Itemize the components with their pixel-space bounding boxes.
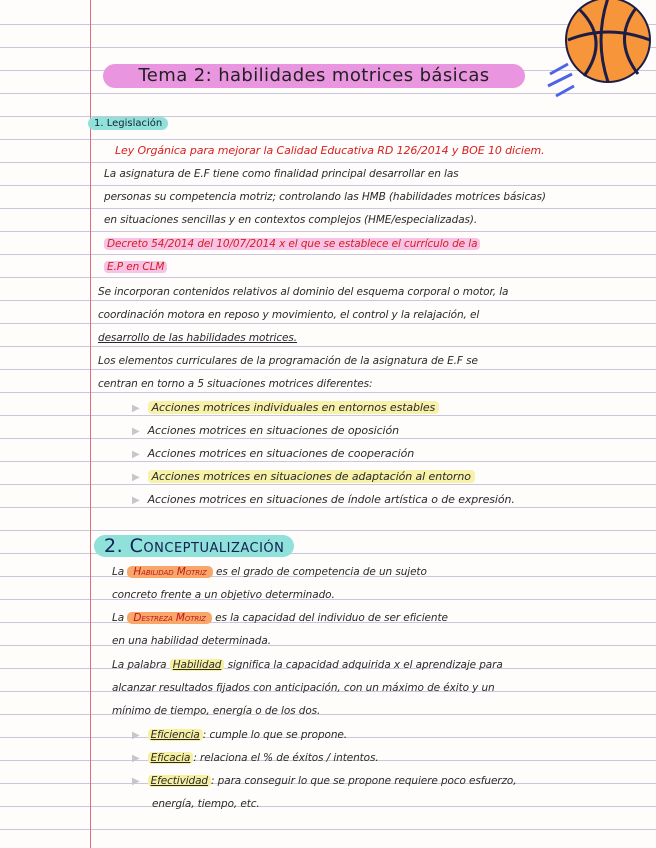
page-title: Tema 2: habilidades motrices básicas (103, 64, 525, 88)
term-label: Eficiencia (148, 729, 203, 741)
situation-text: Acciones motrices en situaciones de cooperación (147, 447, 415, 460)
basketball-icon (540, 0, 656, 104)
situation-text: Acciones motrices individuales en entornos estables (148, 401, 440, 414)
arrow-bullet-icon: ▶ (132, 776, 140, 787)
term-text: : cumple lo que se propone. (202, 729, 348, 741)
intro-line: en situaciones sencillas y en contextos complejos (HME/especializadas). (104, 214, 478, 226)
term-text: : para conseguir lo que se propone requiere poco esfuerzo, (211, 775, 517, 787)
term-continuation: energía, tiempo, etc. (152, 798, 260, 810)
section-heading-conceptualizacion: 2. Conceptualización (94, 535, 294, 557)
la-word: La (112, 566, 125, 578)
decree-line (104, 238, 480, 250)
definition-text: es la capacidad del individuo de ser eficiente (215, 612, 448, 624)
list-item (132, 401, 439, 414)
term-item (132, 752, 379, 764)
definition-line: La palabra Habilidad significa la capacidad adquirida x el aprendizaje para (112, 659, 503, 671)
situation-text: Acciones motrices en situaciones de oposición (147, 424, 399, 437)
definition-line: mínimo de tiempo, energía o de los dos. (112, 705, 321, 717)
la-word: La (112, 612, 125, 624)
term-label: Efectividad (148, 775, 211, 787)
definition-line (112, 566, 427, 578)
definition-line: concreto frente a un objetivo determinado. (112, 589, 335, 601)
intro-line: personas su competencia motriz; controlando las HMB (habilidades motrices básicas) (104, 191, 546, 203)
elements-line: Los elementos curriculares de la programación de la asignatura de E.F se (98, 355, 478, 367)
term-label: Eficacia (148, 752, 194, 764)
list-item (132, 470, 475, 483)
list-item (132, 447, 414, 460)
term-item (132, 729, 347, 741)
intro-line: La asignatura de E.F tiene como finalidad principal desarrollar en las (104, 168, 459, 180)
definition-line (112, 612, 448, 624)
arrow-bullet-icon: ▶ (132, 426, 140, 437)
section-heading-legislacion: 1. Legislación (88, 117, 168, 130)
arrow-bullet-icon: ▶ (132, 403, 140, 414)
list-item (132, 493, 515, 506)
list-item (132, 424, 399, 437)
definition-text: significa la capacidad adquirida x el aprendizaje para (227, 659, 503, 671)
decree-line (104, 261, 167, 273)
term-text: : relaciona el % de éxitos / intentos. (193, 752, 379, 764)
situation-text: Acciones motrices en situaciones de adaptación al entorno (148, 470, 475, 483)
definition-text: es el grado de competencia de un sujeto (215, 566, 427, 578)
term-item (132, 775, 517, 787)
body-line: Se incorporan contenidos relativos al dominio del esquema corporal o motor, la (98, 286, 509, 298)
term-habilidad-motriz: Habilidad Motriz (127, 566, 212, 578)
situation-text: Acciones motrices en situaciones de índole artística o de expresión. (147, 493, 515, 506)
term-destreza-motriz: Destreza Motriz (127, 612, 212, 624)
arrow-bullet-icon: ▶ (132, 495, 140, 506)
body-line: desarrollo de las habilidades motrices. (98, 332, 297, 344)
law-reference: Ley Orgánica para mejorar la Calidad Educativa RD 126/2014 y BOE 10 diciem. (115, 144, 545, 157)
elements-line: centran en torno a 5 situaciones motrices diferentes: (98, 378, 373, 390)
body-line: coordinación motora en reposo y movimiento, el control y la relajación, el (98, 309, 480, 321)
decree-text: E.P en CLM (104, 261, 167, 273)
definition-line: alcanzar resultados fijados con anticipación, con un máximo de éxito y un (112, 682, 495, 694)
decree-text: Decreto 54/2014 del 10/07/2014 x el que se establece el currículo de la (104, 238, 480, 250)
arrow-bullet-icon: ▶ (132, 753, 140, 764)
arrow-bullet-icon: ▶ (132, 730, 140, 741)
term-habilidad: Habilidad (170, 659, 225, 671)
arrow-bullet-icon: ▶ (132, 472, 140, 483)
definition-line: en una habilidad determinada. (112, 635, 271, 647)
arrow-bullet-icon: ▶ (132, 449, 140, 460)
